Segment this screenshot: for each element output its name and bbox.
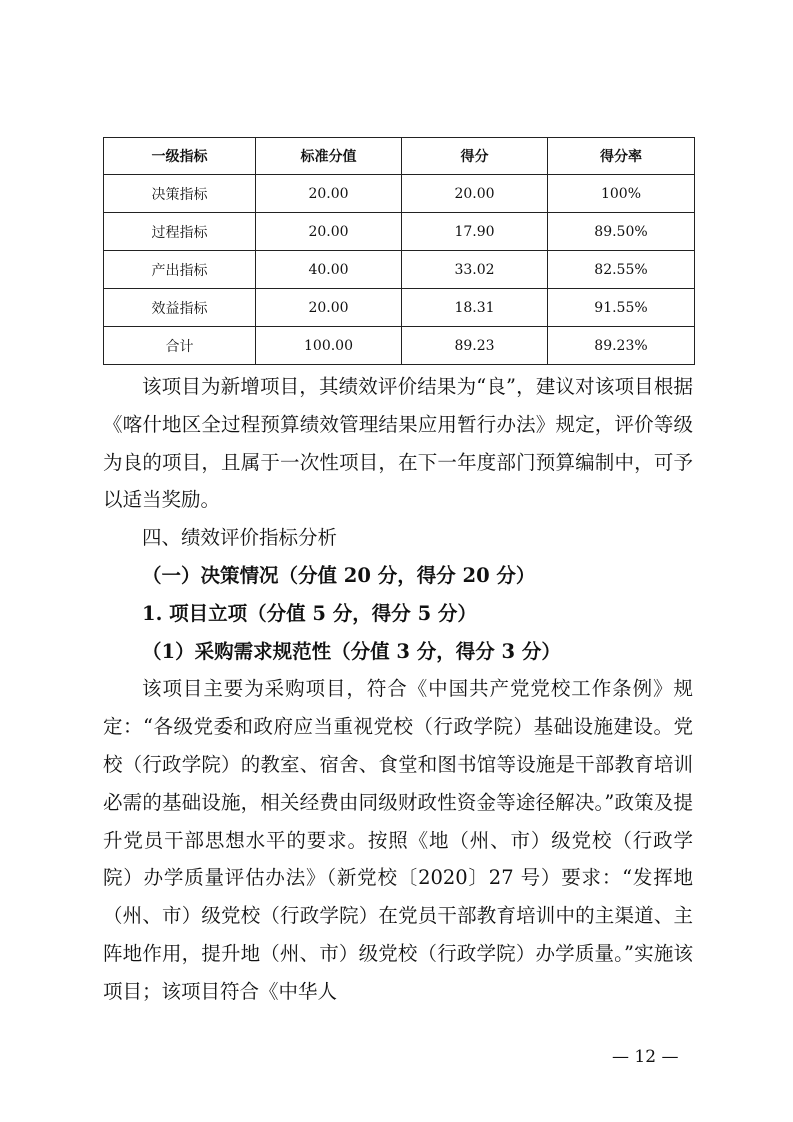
table-row — [104, 251, 695, 289]
table-header-row — [104, 138, 695, 175]
cell-standard-score: 100.00 — [256, 327, 402, 365]
cell-indicator: 产出指标 — [104, 251, 256, 289]
header-score: 得分 — [402, 138, 548, 175]
cell-score-rate: 100% — [548, 175, 695, 213]
cell-standard-score: 20.00 — [256, 175, 402, 213]
cell-indicator: 决策指标 — [104, 175, 256, 213]
item-heading: 1. 项目立项（分值 5 分，得分 5 分） — [142, 601, 477, 625]
cell-score: 89.23 — [402, 327, 548, 365]
procurement-paragraph: 该项目主要为采购项目，符合《中国共产党党校工作条例》规定：“各级党委和政府应当重视党校（行政学院）基础设施建设。党校（行政学院）的教室、宿舍、食堂和图书馆等设施是干部教育培训必需的基础设施，相关经费由同级财政性资金等途径解决。”政策及提升党员干部思想水平的要求。按照《地（州、市）级党校（行政学院）办学质量评估办法》（新党校〔2020〕27 号）要求：“发挥地（州、市）级党校（行政学院）在党员干部教育培训中的主渠道、主阵地作用，提升地（州、市）级党校（行政学院）办学质量。”实施该项目；该项目符合《中华人 — [103, 677, 693, 1003]
table-row — [104, 289, 695, 327]
cell-score-rate: 89.23% — [548, 327, 695, 365]
cell-score-rate: 89.50% — [548, 213, 695, 251]
table-row — [104, 213, 695, 251]
header-score-rate: 得分率 — [548, 138, 695, 175]
cell-standard-score: 40.00 — [256, 251, 402, 289]
subsection-heading: （一）决策情况（分值 20 分，得分 20 分） — [142, 563, 536, 587]
header-standard-score: 标准分值 — [256, 138, 402, 175]
table-row — [104, 175, 695, 213]
section-heading: 四、绩效评价指标分析 — [142, 526, 338, 550]
subitem-heading: （1）采购需求规范性（分值 3 分，得分 3 分） — [142, 639, 561, 663]
cell-score: 20.00 — [402, 175, 548, 213]
body-text — [103, 368, 693, 1011]
cell-standard-score: 20.00 — [256, 289, 402, 327]
cell-score: 33.02 — [402, 251, 548, 289]
cell-score: 17.90 — [402, 213, 548, 251]
cell-indicator: 合计 — [104, 327, 256, 365]
conclusion-paragraph: 该项目为新增项目，其绩效评价结果为“良”，建议对该项目根据《喀什地区全过程预算绩效管理结果应用暂行办法》规定，评价等级为良的项目，且属于一次性项目，在下一年度部门预算编制中，可予以适当奖励。 — [103, 375, 693, 512]
cell-score-rate: 91.55% — [548, 289, 695, 327]
cell-standard-score: 20.00 — [256, 213, 402, 251]
cell-indicator: 效益指标 — [104, 289, 256, 327]
page-number: — 12 — — [612, 1047, 679, 1067]
table-total-row — [104, 327, 695, 365]
cell-score-rate: 82.55% — [548, 251, 695, 289]
score-table — [103, 137, 695, 365]
cell-indicator: 过程指标 — [104, 213, 256, 251]
header-indicator: 一级指标 — [104, 138, 256, 175]
cell-score: 18.31 — [402, 289, 548, 327]
